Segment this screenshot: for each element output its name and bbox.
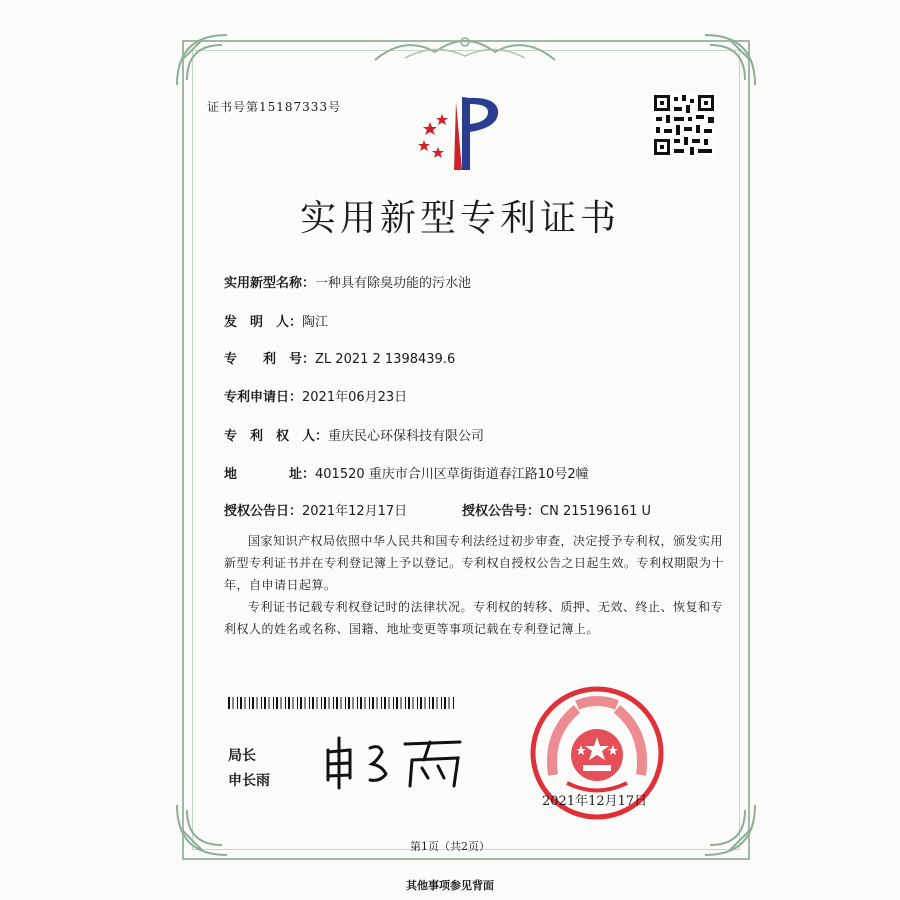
field-label: 专 利 权 人： <box>224 429 329 444</box>
seal-date: 2021年12月17日 <box>542 794 648 809</box>
field-patent-number <box>224 348 455 367</box>
corner-ornament-top-right <box>700 30 760 90</box>
statement-paragraph-2: 专利证书记载专利权登记时的法律状况。专利权的转移、质押、无效、终止、恢复和专利权人的姓名或名称、国籍、地址变更等事项记载在专利登记簿上。 <box>224 600 724 636</box>
field-announcement-number <box>462 500 651 519</box>
field-value: 一种具有除臭功能的污水池 <box>315 276 472 291</box>
footer-note: 其他事项参见背面 <box>406 879 494 892</box>
field-application-date <box>224 386 407 405</box>
certificate-statement <box>224 530 724 640</box>
cnipa-logo-icon <box>410 92 510 172</box>
field-label: 专 利 号： <box>224 352 316 367</box>
field-value: 401520 重庆市合川区草街街道春江路10号2幢 <box>315 467 589 482</box>
field-value: CN 215196161 U <box>540 504 652 519</box>
field-label: 实用新型名称： <box>224 276 316 291</box>
certificate-title: 实用新型专利证书 <box>300 198 621 239</box>
field-label: 专利申请日： <box>224 390 303 405</box>
certificate-number: 证书号第15187333号 <box>207 100 342 114</box>
handwritten-signature <box>320 730 470 790</box>
field-label: 授权公告日： <box>224 504 303 519</box>
field-inventor <box>224 311 328 330</box>
field-value: 陶江 <box>302 315 329 330</box>
barcode-icon <box>228 694 458 706</box>
field-address <box>224 463 589 482</box>
director-title: 局长 <box>228 748 256 764</box>
field-value: ZL 2021 2 1398439.6 <box>315 352 456 367</box>
field-label: 发 明 人： <box>224 315 303 330</box>
field-patentee <box>224 425 484 444</box>
field-label: 授权公告号： <box>462 504 541 519</box>
field-value: 重庆民心环保科技有限公司 <box>328 429 485 444</box>
statement-paragraph-1: 国家知识产权局依照中华人民共和国专利法经过初步审查，决定授予专利权，颁发实用新型专利证书并在专利登记簿上予以登记。专利权自授权公告之日起生效。专利权期限为十年，自申请日起算。 <box>224 534 725 592</box>
top-ornament <box>365 30 565 66</box>
field-value: 2021年12月17日 <box>302 504 408 519</box>
page-number: 第1页（共2页） <box>410 840 490 853</box>
field-value: 2021年06月23日 <box>302 390 408 405</box>
field-grant-date <box>224 500 407 519</box>
field-utility-model-name <box>224 272 471 291</box>
director-name: 申长雨 <box>228 773 270 789</box>
field-label: 地 址： <box>224 467 316 482</box>
qr-code-icon <box>652 93 716 157</box>
corner-ornament-top-left <box>172 30 232 90</box>
